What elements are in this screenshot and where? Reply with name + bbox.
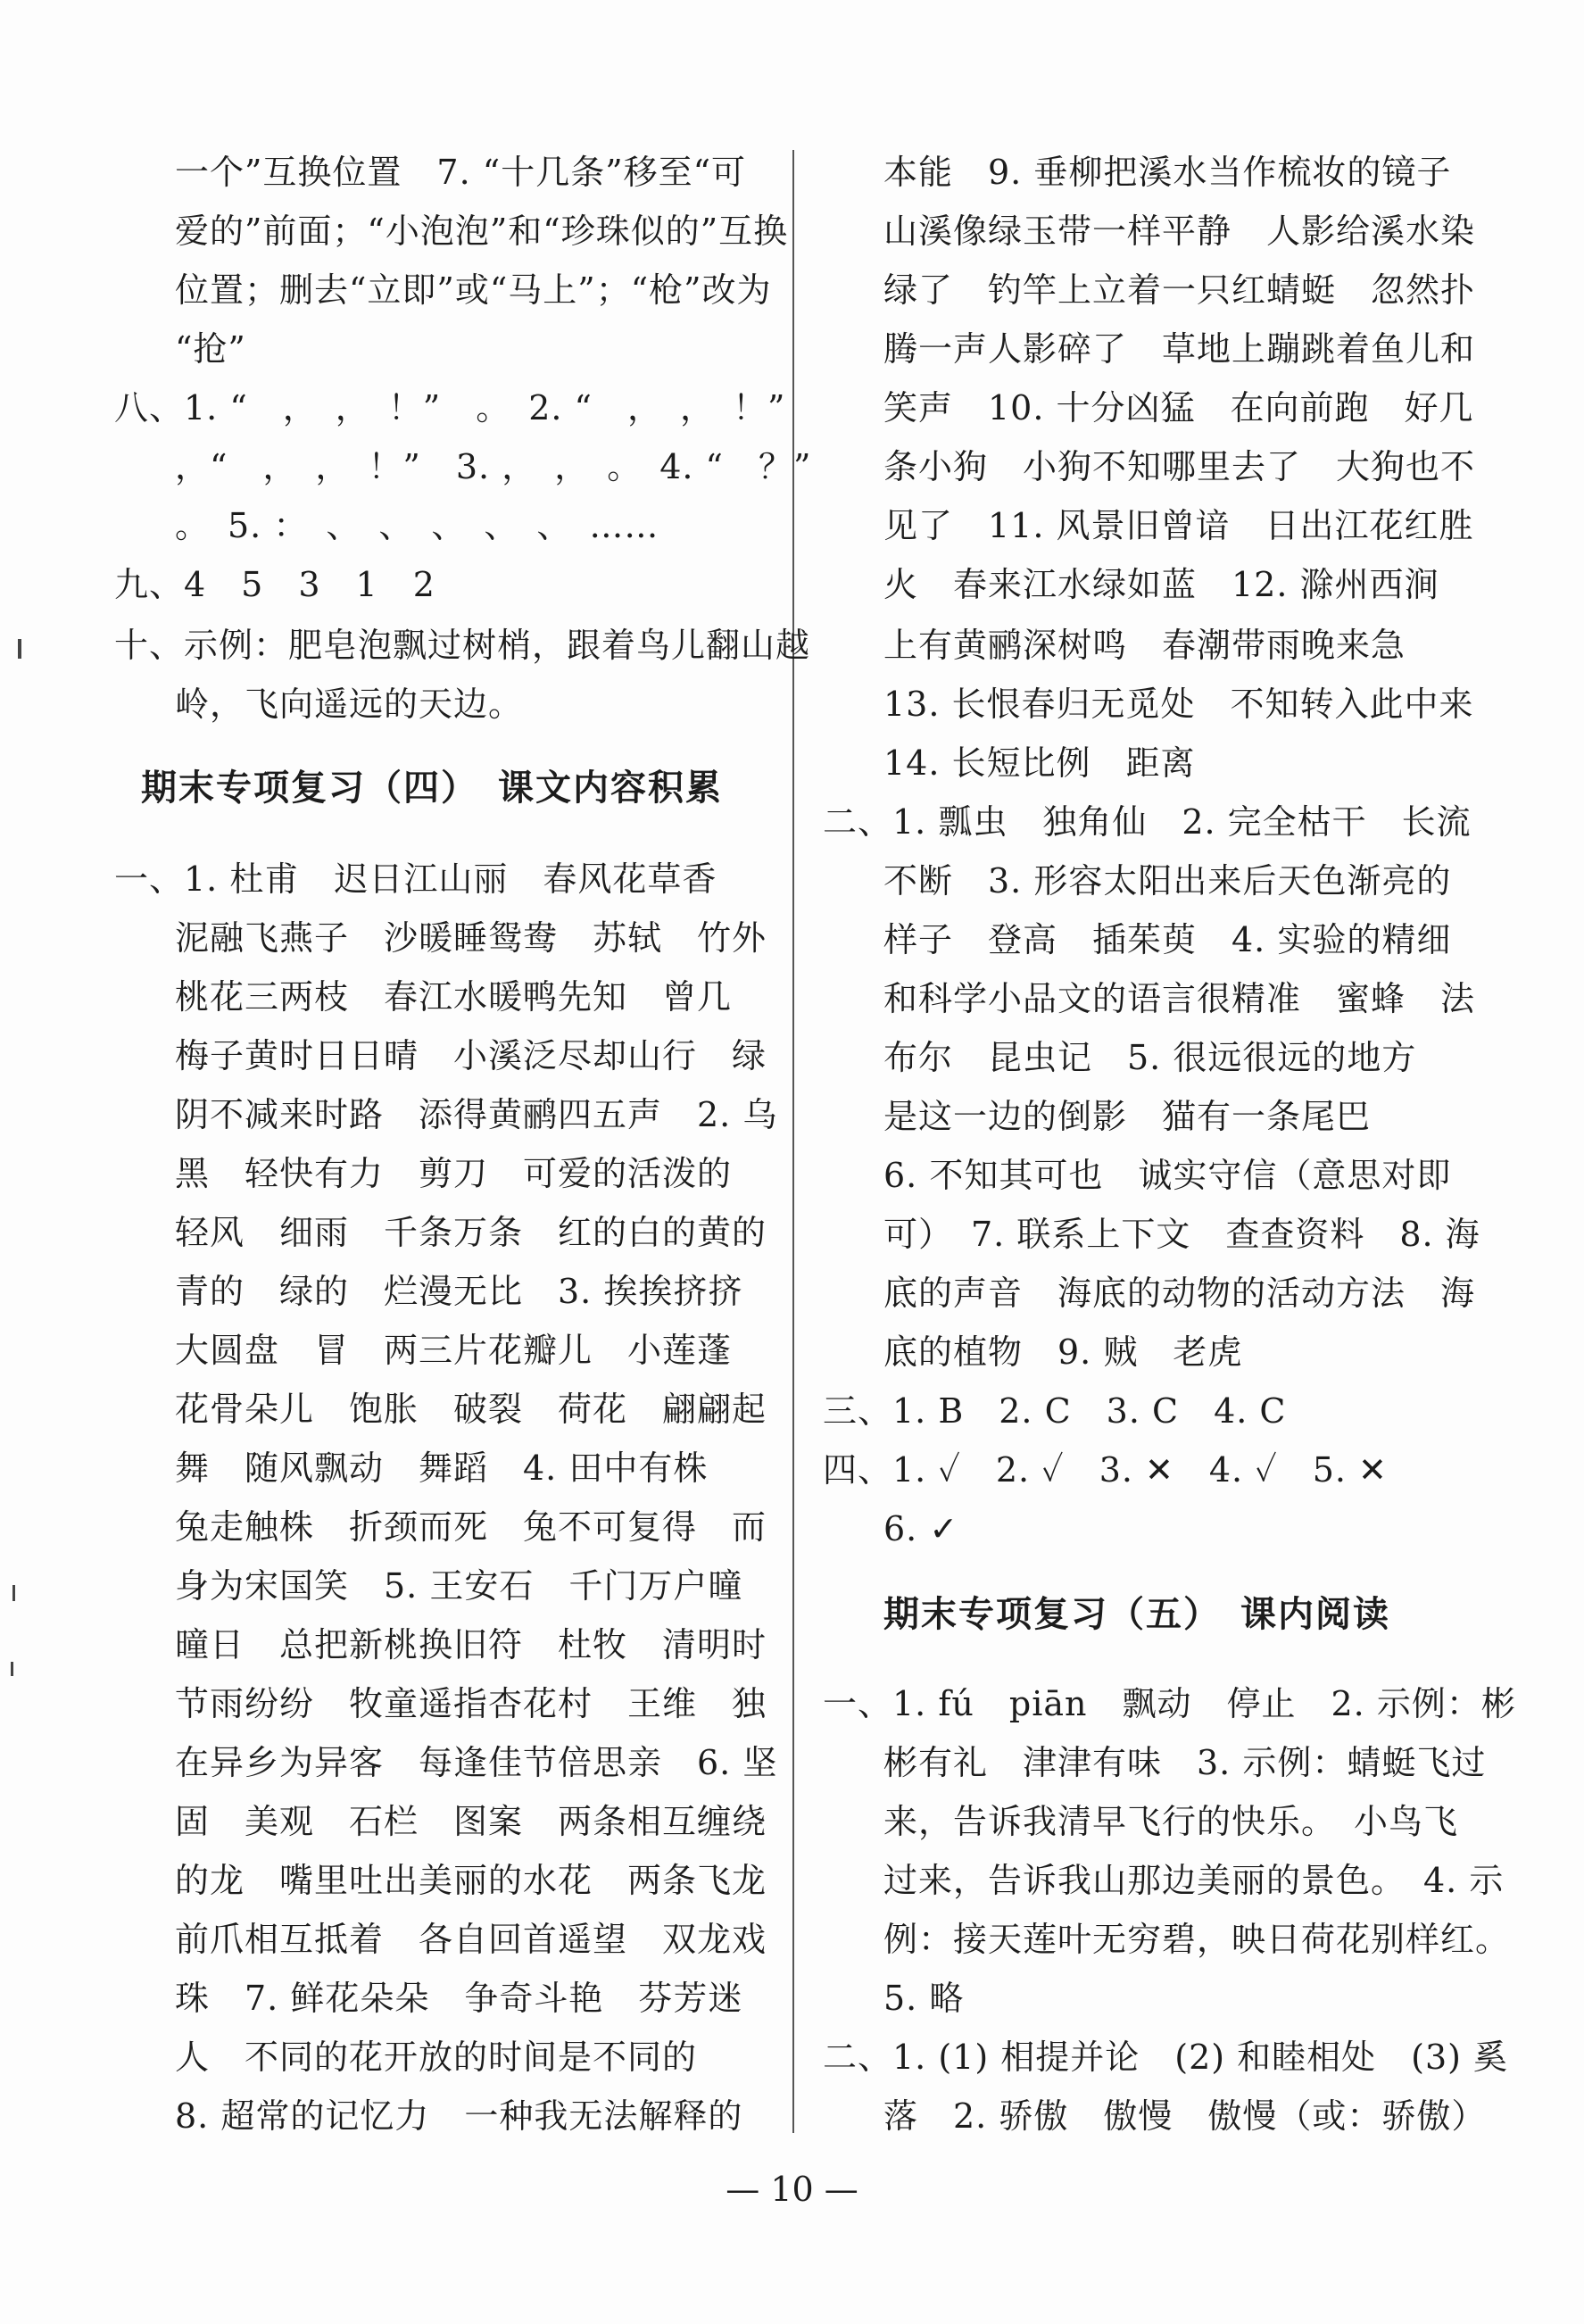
text-line: 8. 超常的记忆力 一种我无法解释的 (175, 2096, 743, 2136)
text-line: 岭，飞向遥远的天边。 (175, 685, 524, 724)
text-line: ，“ ， ， ！” 3. ， ， 。 4. “ ？” (175, 447, 812, 486)
text-line: 身为宋国笑 5. 王安石 千门万户曈 (175, 1566, 743, 1606)
text-line: 轻风 细雨 千条万条 红的白的黄的 (175, 1213, 767, 1252)
text-line: 二、1. 瓢虫 独角仙 2. 完全枯干 长流 (823, 802, 1472, 842)
text-line: 来，告诉我清早飞行的快乐。 小鸟飞 (883, 1802, 1459, 1841)
text-line: 5. 略 (883, 1979, 965, 2018)
text-line: 花骨朵儿 饱胀 破裂 荷花 翩翩起 (175, 1390, 767, 1429)
text-line: 人 不同的花开放的时间是不同的 (175, 2038, 698, 2077)
text-line: 一个”互换位置 7. “十几条”移至“可 (175, 153, 747, 192)
text-line: 的龙 嘴里吐出美丽的水花 两条飞龙 (175, 1861, 767, 1900)
text-line: 阴不减来时路 添得黄鹂四五声 2. 乌 (175, 1095, 778, 1134)
text-line: 6. 不知其可也 诚实守信（意思对即 (883, 1156, 1452, 1195)
text-line: “抢” (175, 329, 246, 369)
text-line: 14. 长短比例 距离 (883, 743, 1196, 783)
text-line: 条小狗 小狗不知哪里去了 大狗也不 (883, 447, 1476, 486)
text-line: 本能 9. 垂柳把溪水当作梳妆的镜子 (883, 153, 1452, 192)
text-line: 兔走触株 折颈而死 兔不可复得 而 (175, 1507, 767, 1547)
text-line: 一、1. 杜甫 迟日江山丽 春风花草香 (114, 859, 717, 899)
text-line: 前爪相互抵着 各自回首遥望 双龙戏 (175, 1920, 767, 1959)
text-line: 三、1. B 2. C 3. C 4. C (823, 1391, 1287, 1431)
section-heading: 期末专项复习（五） 课内阅读 (883, 1594, 1390, 1635)
scan-mark (11, 1662, 13, 1676)
text-line: 6. ✓ (883, 1509, 959, 1548)
text-line: 爱的”前面；“小泡泡”和“珍珠似的”互换 (175, 212, 789, 251)
text-line: 二、1. (1) 相提并论 (2) 和睦相处 (3) 奚 (823, 2038, 1509, 2077)
text-line: 布尔 昆虫记 5. 很远很远的地方 (883, 1038, 1417, 1077)
text-line: 青的 绿的 烂漫无比 3. 挨挨挤挤 (175, 1272, 743, 1311)
text-line: 13. 长恨春归无觅处 不知转入此中来 (883, 685, 1474, 724)
text-line: 笑声 10. 十分凶猛 在向前跑 好几 (883, 388, 1474, 427)
text-line: 一、1. fú piān 飘动 停止 2. 示例：彬 (823, 1684, 1516, 1723)
text-line: 珠 7. 鲜花朵朵 争奇斗艳 芬芳迷 (175, 1979, 743, 2018)
text-line: 上有黄鹂深树鸣 春潮带雨晚来急 (883, 626, 1406, 665)
text-line: 落 2. 骄傲 傲慢 傲慢（或：骄傲） (883, 2096, 1487, 2136)
text-line: 舞 随风飘动 舞蹈 4. 田中有株 (175, 1448, 709, 1488)
text-line: 四、1. ✓ 2. ✓ 3. ✕ 4. ✓ 5. ✕ (823, 1450, 1388, 1490)
text-line: 梅子黄时日日晴 小溪泛尽却山行 绿 (175, 1036, 767, 1075)
text-line: 九、4 5 3 1 2 (114, 565, 435, 604)
text-line: 在异乡为异客 每逢佳节倍思亲 6. 坚 (175, 1743, 778, 1782)
text-line: 桃花三两枝 春江水暖鸭先知 曾几 (175, 977, 733, 1017)
text-line: 山溪像绿玉带一样平静 人影给溪水染 (883, 212, 1476, 251)
text-line: 和科学小品文的语言很精准 蜜蜂 法 (883, 979, 1476, 1018)
text-line: 。 5. ： 、 、 、 、 、 …… (175, 506, 659, 545)
text-line: 是这一边的倒影 猫有一条尾巴 (883, 1097, 1372, 1136)
page-number: — 10 — (726, 2170, 858, 2209)
text-line: 大圆盘 冒 两三片花瓣儿 小莲蓬 (175, 1331, 733, 1370)
text-line: 例：接天莲叶无穷碧，映日荷花别样红。 (883, 1920, 1511, 1959)
text-line: 底的声音 海底的动物的活动方法 海 (883, 1274, 1476, 1313)
text-line: 样子 登高 插茱萸 4. 实验的精细 (883, 920, 1452, 959)
text-line: 腾一声人影碎了 草地上蹦跳着鱼儿和 (883, 329, 1476, 369)
text-line: 黑 轻快有力 剪刀 可爱的活泼的 (175, 1154, 733, 1193)
text-line: 绿了 钓竿上立着一只红蜻蜓 忽然扑 (883, 270, 1476, 310)
text-line: 八、1. “ ， ， ！” 。 2. “ ， ， ！” (114, 388, 786, 427)
text-line: 曈日 总把新桃换旧符 杜牧 清明时 (175, 1625, 767, 1664)
text-line: 泥融飞燕子 沙暖睡鸳鸯 苏轼 竹外 (175, 918, 767, 958)
scan-mark (12, 1585, 15, 1601)
text-line: 可） 7. 联系上下文 查查资料 8. 海 (883, 1215, 1480, 1254)
text-line: 十、示例：肥皂泡飘过树梢，跟着鸟儿翻山越 (114, 626, 811, 665)
text-line: 节雨纷纷 牧童遥指杏花村 王维 独 (175, 1684, 767, 1723)
section-heading: 期末专项复习（四） 课文内容积累 (141, 768, 723, 809)
text-line: 位置；删去“立即”或“马上”；“枪”改为 (175, 270, 772, 310)
text-line: 固 美观 石栏 图案 两条相互缠绕 (175, 1802, 767, 1841)
text-line: 过来，告诉我山那边美丽的景色。 4. 示 (883, 1861, 1505, 1900)
text-line: 见了 11. 风景旧曾谙 日出江花红胜 (883, 506, 1474, 545)
text-line: 底的植物 9. 贼 老虎 (883, 1332, 1243, 1372)
text-line: 彬有礼 津津有味 3. 示例：蜻蜓飞过 (883, 1743, 1487, 1782)
text-line: 不断 3. 形容太阳出来后天色渐亮的 (883, 861, 1452, 901)
scan-mark (18, 639, 21, 659)
text-line: 火 春来江水绿如蓝 12. 滁州西涧 (883, 565, 1439, 604)
